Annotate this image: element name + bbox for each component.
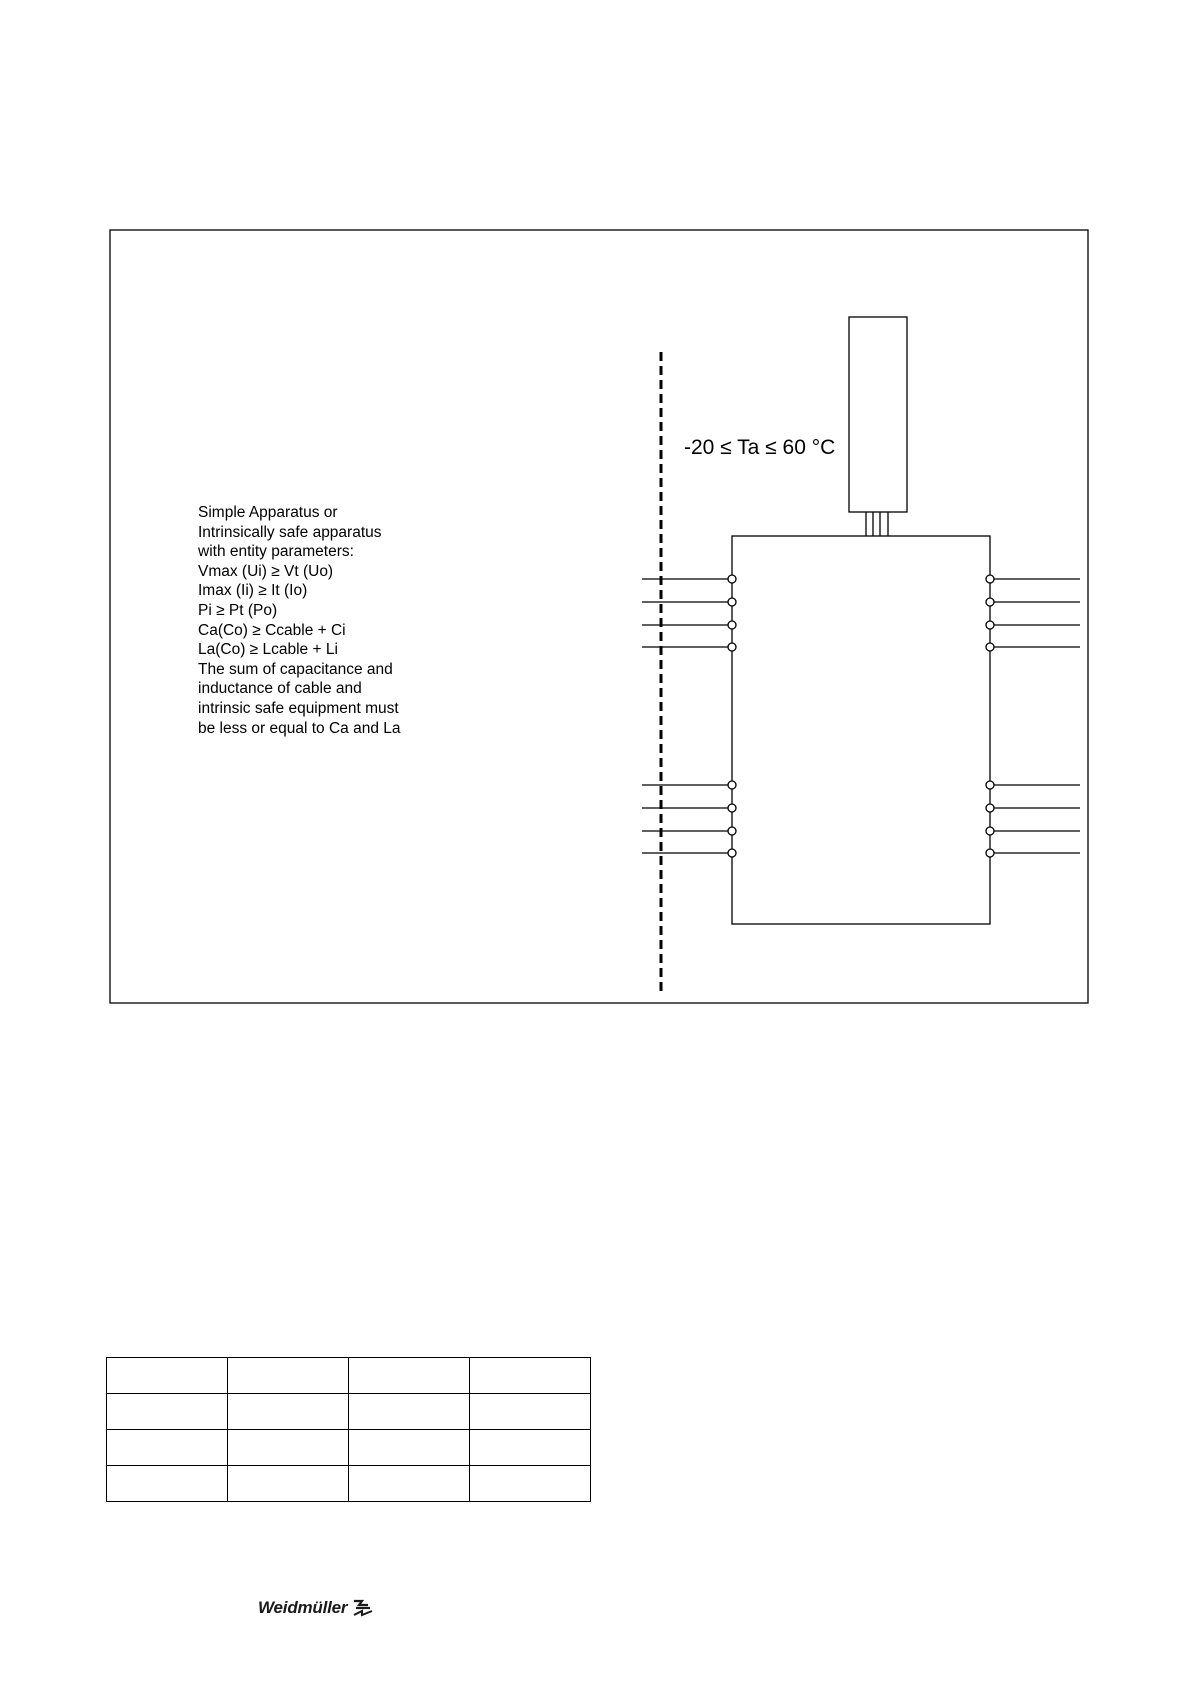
output-terminal xyxy=(986,804,994,812)
input-terminal xyxy=(728,621,736,629)
note-line: with entity parameters: xyxy=(198,543,354,561)
table-cell xyxy=(228,1430,349,1466)
probe-cable xyxy=(866,512,888,536)
ambient-temperature-label: -20 ≤ Ta ≤ 60 °C xyxy=(684,436,836,459)
output-terminal xyxy=(986,781,994,789)
note-line: Intrinsically safe apparatus xyxy=(198,523,382,541)
note-line: be less or equal to Ca and La xyxy=(198,719,401,737)
sensor-probe xyxy=(849,317,907,512)
table-cell xyxy=(349,1358,470,1394)
table-cell xyxy=(349,1394,470,1430)
note-line: The sum of capacitance and xyxy=(198,660,393,678)
table-row xyxy=(107,1394,591,1430)
table-row xyxy=(107,1358,591,1394)
output-terminal xyxy=(986,849,994,857)
note-line: Vmax (Ui) ≥ Vt (Uo) xyxy=(198,562,334,580)
output-terminal xyxy=(986,643,994,651)
note-line: inductance of cable and xyxy=(198,680,362,698)
input-terminal xyxy=(728,643,736,651)
table-row xyxy=(107,1466,591,1502)
table-cell xyxy=(349,1430,470,1466)
output-terminal xyxy=(986,598,994,606)
table-cell xyxy=(470,1358,591,1394)
weidmuller-logo-icon xyxy=(352,1598,374,1618)
input-terminal xyxy=(728,781,736,789)
table-cell xyxy=(107,1466,228,1502)
note-line: Imax (Ii) ≥ It (Io) xyxy=(198,582,308,600)
input-terminal xyxy=(728,804,736,812)
table-cell xyxy=(228,1358,349,1394)
table-row xyxy=(107,1430,591,1466)
input-terminal xyxy=(728,849,736,857)
output-terminal xyxy=(986,575,994,583)
logo-text: Weidmüller xyxy=(258,1598,348,1617)
note-line: Simple Apparatus or xyxy=(198,504,338,521)
device-housing xyxy=(732,536,990,924)
table-cell xyxy=(107,1394,228,1430)
weidmuller-logo xyxy=(258,1598,374,1618)
table-cell xyxy=(228,1466,349,1502)
table-cell xyxy=(349,1466,470,1502)
output-terminal xyxy=(986,621,994,629)
input-terminal xyxy=(728,827,736,835)
note-line: Pi ≥ Pt (Po) xyxy=(198,601,278,619)
table-cell xyxy=(107,1358,228,1394)
input-terminal xyxy=(728,598,736,606)
output-terminal xyxy=(986,827,994,835)
note-line: Ca(Co) ≥ Ccable + Ci xyxy=(198,621,346,639)
note-line: La(Co) ≥ Lcable + Li xyxy=(198,641,338,659)
field-device-notes xyxy=(198,503,401,738)
table-cell xyxy=(470,1430,591,1466)
table-cell xyxy=(470,1394,591,1430)
table-cell xyxy=(228,1394,349,1430)
specification-table xyxy=(106,1357,591,1502)
table-cell xyxy=(470,1466,591,1502)
input-terminal xyxy=(728,575,736,583)
table-cell xyxy=(107,1430,228,1466)
note-line: intrinsic safe equipment must xyxy=(198,699,399,717)
